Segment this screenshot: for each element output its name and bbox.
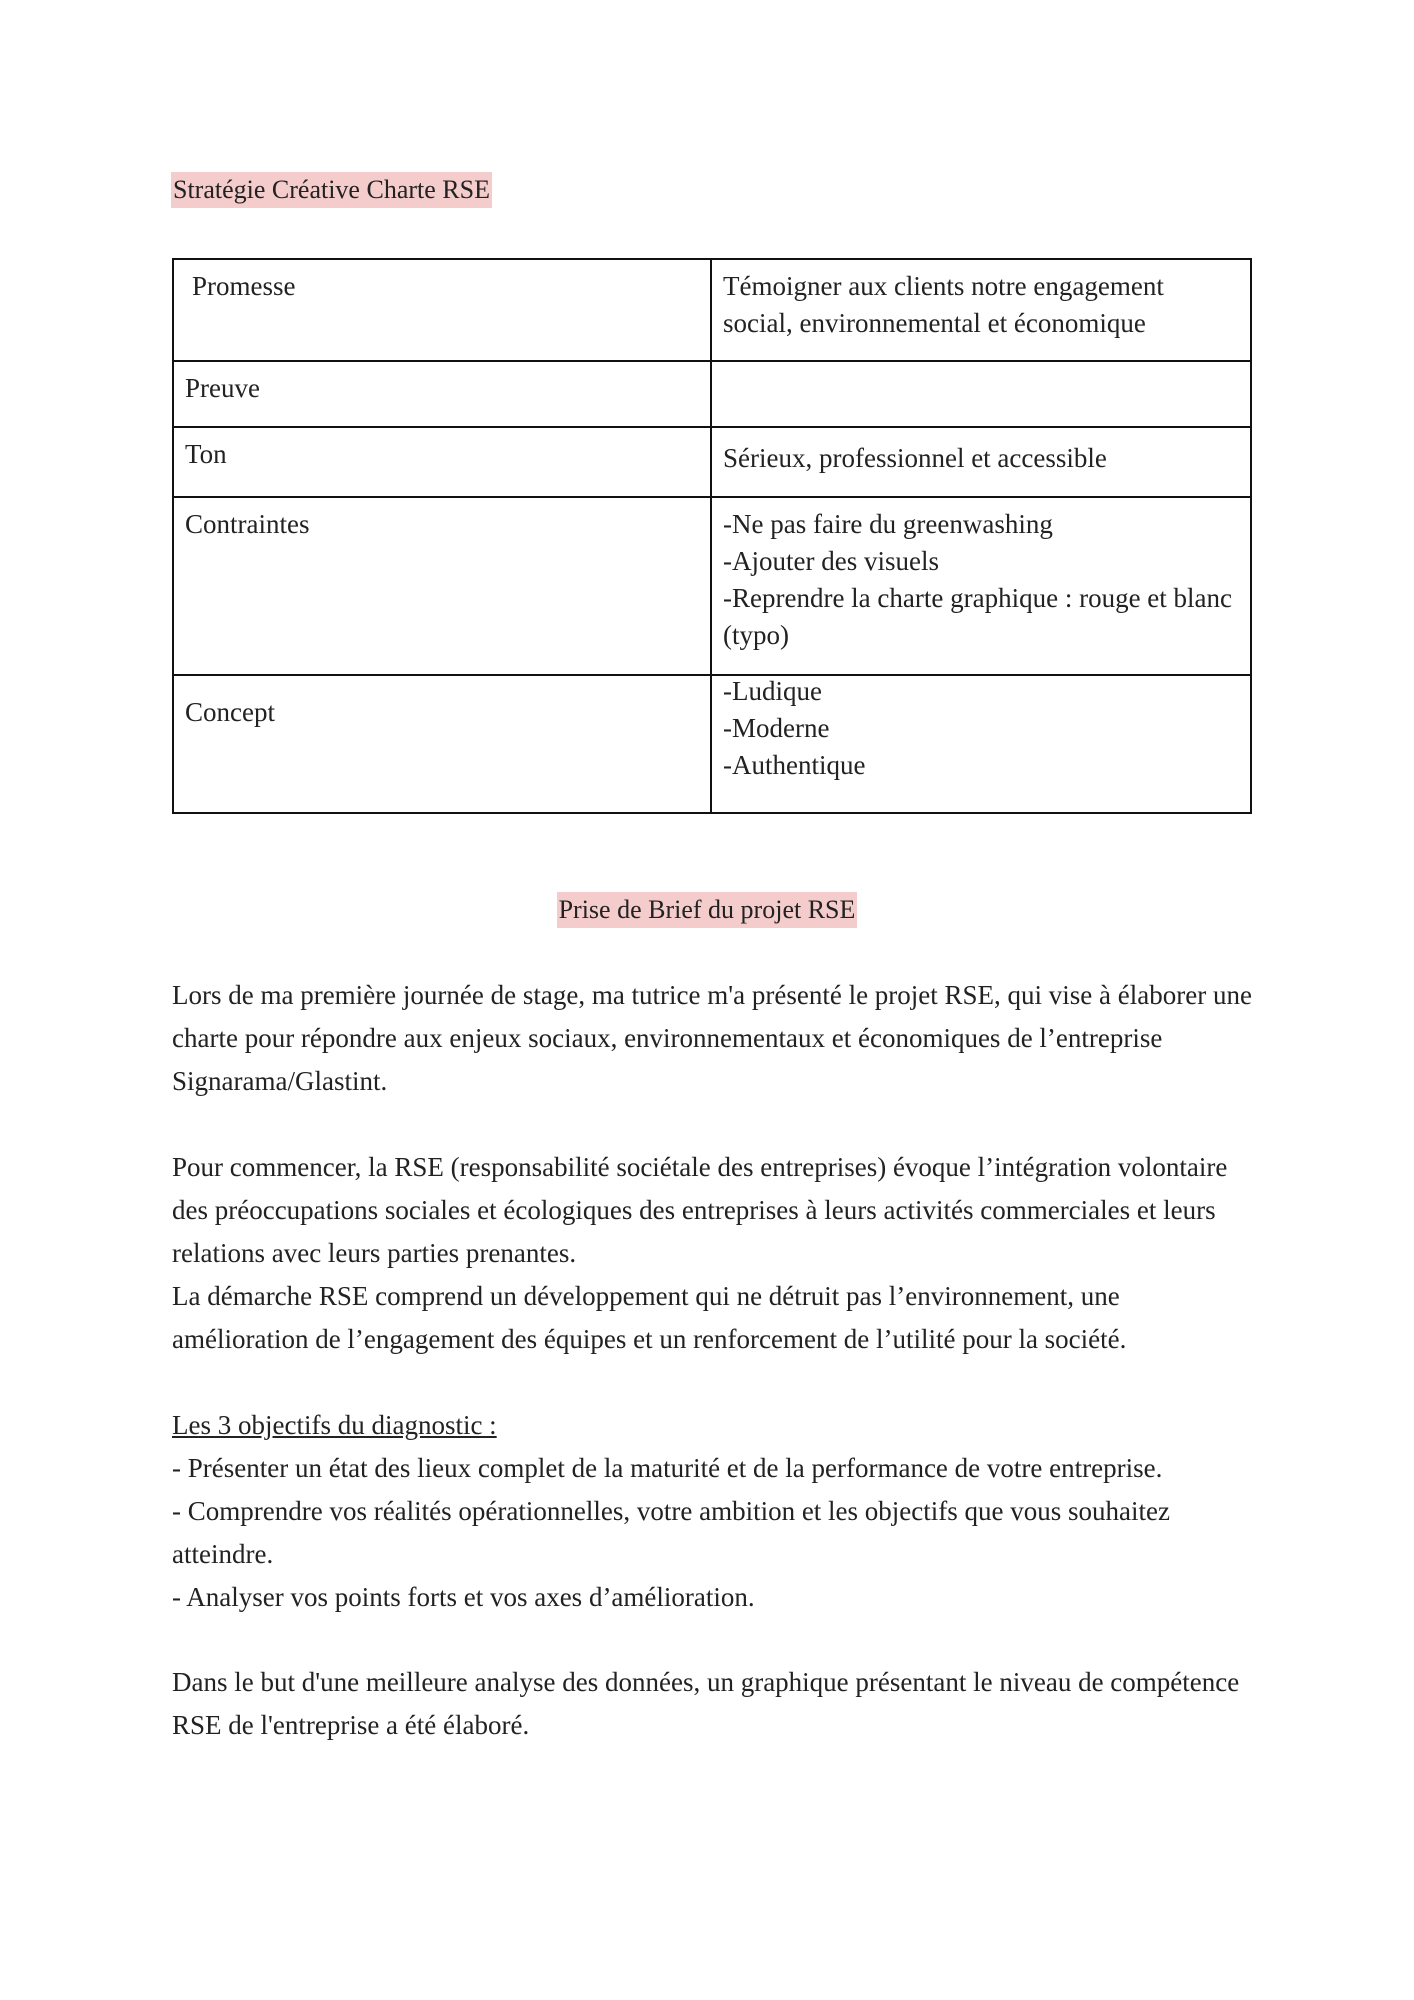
section-title-brief xyxy=(0,892,1414,928)
table-row xyxy=(173,361,1251,427)
table-cell-label xyxy=(173,497,711,675)
paragraph-rse-approach xyxy=(172,1275,1252,1361)
table-cell-value xyxy=(711,675,1251,813)
cell-line: Sérieux, professionnel et accessible xyxy=(723,443,1107,473)
objectives-heading: Les 3 objectifs du diagnostic : xyxy=(172,1410,497,1440)
table-cell-label xyxy=(173,427,711,497)
paragraph-intro xyxy=(172,974,1252,1103)
paragraph-rse-definition xyxy=(172,1146,1252,1275)
paragraph-text: Dans le but d'une meilleure analyse des données, un graphique présentant le niveau de compétence RSE de l'entreprise a été élaboré. xyxy=(172,1667,1240,1740)
concept-values xyxy=(723,673,1239,784)
table-cell-label xyxy=(173,675,711,813)
table-cell-value xyxy=(711,259,1251,361)
row-label-preuve: Preuve xyxy=(185,373,260,403)
highlighted-heading: Stratégie Créative Charte RSE xyxy=(171,172,492,208)
cell-line: social, environnemental et économique xyxy=(723,308,1146,338)
highlighted-heading: Prise de Brief du projet RSE xyxy=(557,892,858,928)
paragraph-text: Lors de ma première journée de stage, ma tutrice m'a présenté le projet RSE, qui vise à élaborer une charte pour répondre aux enjeux sociaux, environnementaux et économiques de l’entreprise Signarama/Glastint. xyxy=(172,980,1252,1096)
cell-line: Témoigner aux clients notre engagement xyxy=(723,271,1164,301)
paragraph-text: La démarche RSE comprend un développement qui ne détruit pas l’environnement, une amélioration de l’engagement des équipes et un renforcement de l’utilité pour la société. xyxy=(172,1281,1127,1354)
row-label-ton: Ton xyxy=(185,439,227,469)
list-item: - Comprendre vos réalités opérationnelles, votre ambition et les objectifs que vous souhaitez atteindre. xyxy=(172,1496,1170,1569)
row-label-contraintes: Contraintes xyxy=(185,509,310,539)
table-row xyxy=(173,675,1251,813)
cell-line: -Ajouter des visuels xyxy=(723,546,939,576)
table-cell-label xyxy=(173,259,711,361)
table-row xyxy=(173,427,1251,497)
cell-line: -Ne pas faire du greenwashing xyxy=(723,509,1053,539)
table-cell-value xyxy=(711,361,1251,427)
row-label-concept: Concept xyxy=(185,697,275,727)
section-title-strategie xyxy=(171,172,492,208)
cell-line: -Authentique xyxy=(723,750,866,780)
table-cell-label xyxy=(173,361,711,427)
cell-line: -Moderne xyxy=(723,713,830,743)
table-row xyxy=(173,259,1251,361)
row-label-promesse: Promesse xyxy=(192,271,296,301)
cell-line: -Ludique xyxy=(723,676,822,706)
paragraph-graph xyxy=(172,1661,1252,1747)
table-cell-value xyxy=(711,497,1251,675)
cell-line: (typo) xyxy=(723,620,789,650)
table-cell-value xyxy=(711,427,1251,497)
objectives-list xyxy=(172,1404,1252,1619)
cell-line: -Reprendre la charte graphique : rouge et blanc xyxy=(723,583,1233,613)
list-item: - Présenter un état des lieux complet de la maturité et de la performance de votre entreprise. xyxy=(172,1453,1163,1483)
paragraph-text: Pour commencer, la RSE (responsabilité sociétale des entreprises) évoque l’intégration volontaire des préoccupations sociales et écologiques des entreprises à leurs activités commerciales et leurs relations avec leurs parties prenantes. xyxy=(172,1152,1228,1268)
table-row xyxy=(173,497,1251,675)
list-item: - Analyser vos points forts et vos axes d’amélioration. xyxy=(172,1582,755,1612)
strategy-table xyxy=(172,258,1252,814)
